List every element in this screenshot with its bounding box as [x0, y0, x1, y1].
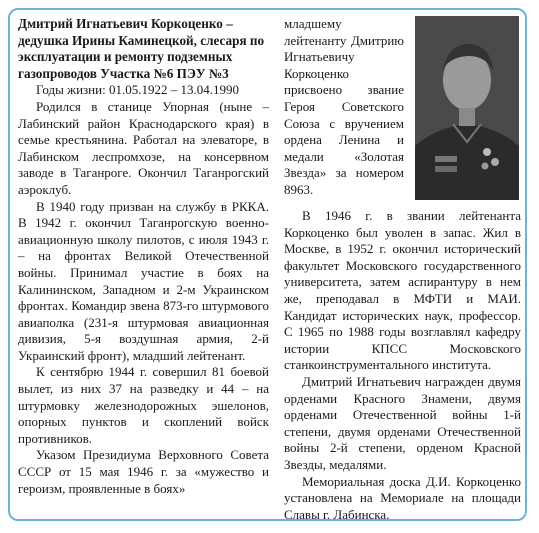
paragraph-awards: Дмитрий Игнатьевич награжден двумя орденами Красного Знамени, двумя орденами Отечественной войны 1-й степени, двумя орденами Отечественной войны 2-й степени, орденом Красной Звезды, медалями. [284, 373, 521, 472]
paragraph-postwar: В 1946 г. в звании лейтенанта Коркоценко был уволен в запас. Жил в Москве, в 1952 г. окончил исторический факультет Московского государственного университета, затем аспирантуру в нем же, преподавал в МФТИ и МАИ. Кандидат исторических наук, профессор. С 1965 по 1988 годы возглавлял кафедру истории КПСС Московского станкоинструментального института. [284, 208, 521, 373]
paragraph-sorties: К сентябрю 1944 г. совершил 81 боевой вылет, из них 37 на разведку и 44 – на штурмовку железнодорожных эшелонов, опорных пунктов и скоплений войск противников. [18, 364, 269, 446]
paragraph-service: В 1940 году призван на службу в РККА. В 1942 г. окончил Таганрогскую военно-авиационную школу пилотов, с июля 1943 г. – на фронтах Великой Отечественной войны. Принимал участие в боях на Калининском, Западном и 2-м Украинском фронтах. Командир звена 873-го штурмового авиаполка (231-я штурмовая авиационная дивизия, 5-я воздушная армия, 2-й Украинский фронт), младший лейтенант. [18, 198, 269, 363]
paragraph-birth: Родился в станице Упорная (ныне – Лабинский район Краснодарского края) в семье крестьянина. Работал на элеваторе, в Лабинском леспромхозе, на консервном заводе в Таганроге. Окончил Таганрогский аэроклуб. [18, 98, 269, 197]
portrait-photo [415, 16, 519, 200]
paragraph-memorial: Мемориальная доска Д.И. Коркоценко установлена на Мемориале на площади Славы г. Лабинска. [284, 473, 521, 522]
right-column [284, 208, 521, 523]
paragraph-decree-continued: младшему лейтенанту Дмитрию Игнатьевичу Коркоценко присвоено звание Героя Советского Союза с вручением ордена Ленина и медали «Золотая Звезда» за номером 8963. [284, 16, 404, 197]
right-top-column [284, 16, 404, 199]
article-title: Дмитрий Игнатьевич Коркоценко – дедушка Ирины Каминецкой, слесаря по эксплуатации и ремонту подземных газопроводов Участка №6 ПЭУ №3 [18, 16, 265, 81]
left-column [18, 16, 269, 497]
paragraph-decree: Указом Президиума Верховного Совета СССР от 15 мая 1946 г. за «мужество и героизм, проявленные в боях» [18, 447, 269, 496]
years-of-life: Годы жизни: 01.05.1922 – 13.04.1990 [36, 82, 239, 98]
